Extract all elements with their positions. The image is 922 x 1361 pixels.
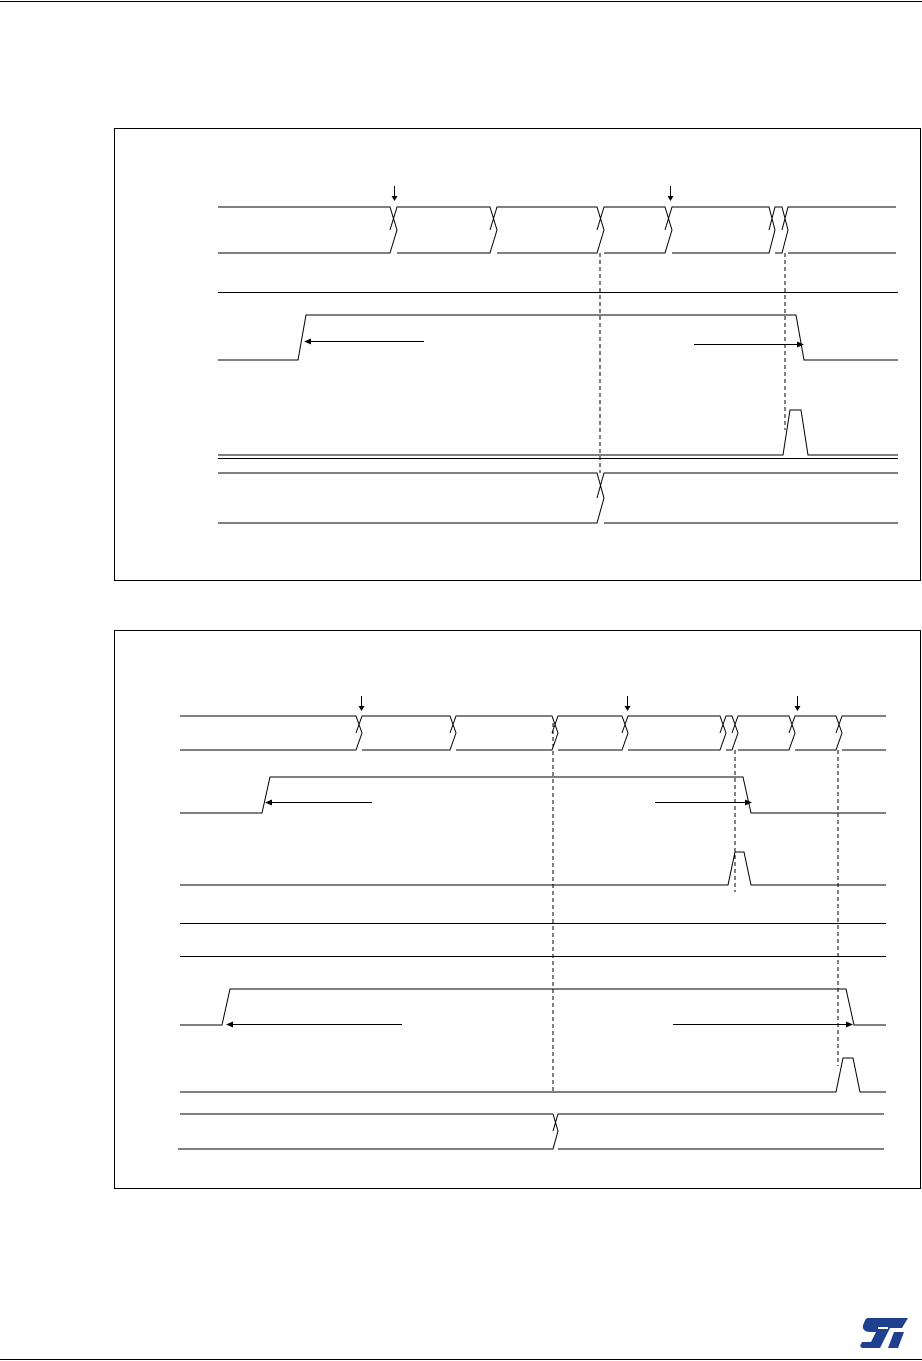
figure-2-marker-arrow	[359, 696, 365, 711]
timing-diagram-1	[115, 129, 921, 581]
figure-2-marker-arrow	[625, 696, 631, 711]
figure-1-enable-signal	[218, 315, 898, 360]
figure-2-pulse-signal-1	[180, 852, 886, 885]
figure-2-enable-signal-1	[180, 777, 886, 813]
figure-2-marker-arrow	[795, 696, 801, 711]
figure-2-right-duration-arrow-2	[673, 1022, 853, 1028]
figure-2-bus-signal	[180, 716, 886, 750]
figure-2-bus-signal-2	[178, 1114, 884, 1149]
figure-2-frame	[115, 631, 921, 1189]
figure-2-pulse-signal-2	[180, 1058, 886, 1092]
figure-1-marker-arrow	[392, 186, 398, 201]
figure-2-left-duration-arrow-2	[226, 1022, 402, 1028]
figure-1-right-duration-arrow	[694, 342, 804, 348]
figure-2-left-duration-arrow-1	[265, 800, 372, 806]
timing-diagram-2	[115, 631, 921, 1189]
st-logo	[858, 1316, 910, 1350]
figure-1-bus-signal	[218, 207, 896, 253]
figure-1-frame	[115, 129, 921, 581]
st-logo-icon	[858, 1316, 910, 1350]
figure-2-enable-signal-2	[180, 989, 886, 1025]
figure-1-left-duration-arrow	[304, 339, 424, 345]
figure-2-right-duration-arrow-1	[655, 800, 752, 806]
figure-1-pulse-signal	[218, 410, 898, 455]
figure-1-marker-arrow	[668, 186, 674, 201]
figure-1-bus-signal-2	[218, 473, 898, 523]
